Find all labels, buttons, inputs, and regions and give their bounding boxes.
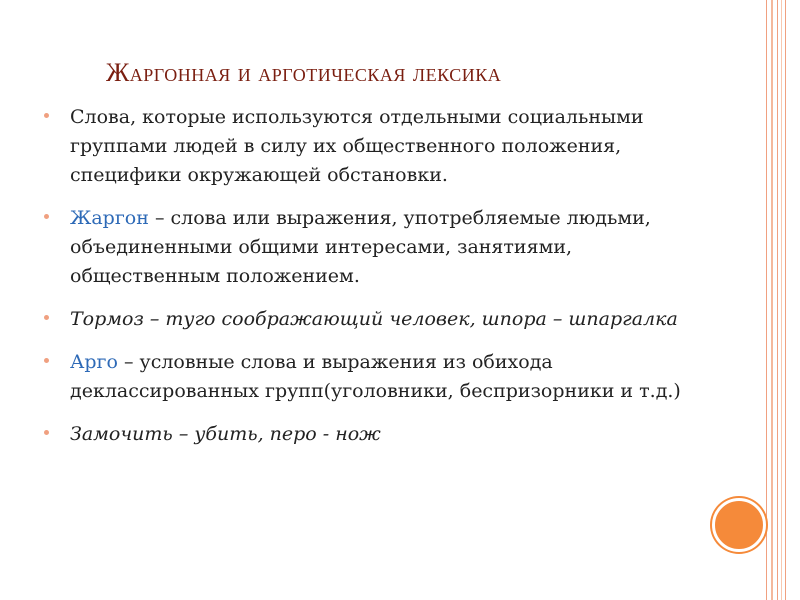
term-argo: Арго bbox=[70, 351, 118, 373]
term-jargon: Жаргон bbox=[70, 207, 149, 229]
bullet-dot-icon bbox=[44, 214, 49, 219]
example-text: Замочить – убить, перо - нож bbox=[70, 423, 381, 445]
bullet-dot-icon bbox=[44, 358, 49, 363]
example-text: Тормоз – туго соображающий человек, шпора – шпаргалка bbox=[70, 308, 678, 330]
bullet-dot-icon bbox=[44, 315, 49, 320]
list-item bbox=[70, 420, 700, 449]
list-item bbox=[70, 305, 700, 334]
border-line bbox=[785, 0, 786, 600]
border-line bbox=[777, 0, 778, 600]
bullet-dot-icon bbox=[44, 113, 49, 118]
border-line bbox=[766, 0, 767, 600]
slide-title: Жаргонная и арготическая лексика bbox=[106, 58, 502, 87]
border-line bbox=[771, 0, 773, 600]
item-text: Слова, которые используются отдельными социальными группами людей в силу их общественного положения, специфики окружающей обстановки. bbox=[70, 106, 644, 186]
border-line bbox=[781, 0, 782, 600]
bullet-dot-icon bbox=[44, 430, 49, 435]
list-item bbox=[70, 348, 700, 406]
item-text: – условные слова и выражения из обихода деклассированных групп(уголовники, беспризорники и т.д.) bbox=[70, 351, 681, 402]
list-item bbox=[70, 103, 700, 190]
orange-circle-decoration-icon bbox=[712, 498, 766, 552]
item-text: – слова или выражения, употребляемые людьми, объединенными общими интересами, занятиями, общественным положением. bbox=[70, 207, 651, 287]
bullet-list bbox=[70, 103, 700, 463]
list-item bbox=[70, 204, 700, 291]
